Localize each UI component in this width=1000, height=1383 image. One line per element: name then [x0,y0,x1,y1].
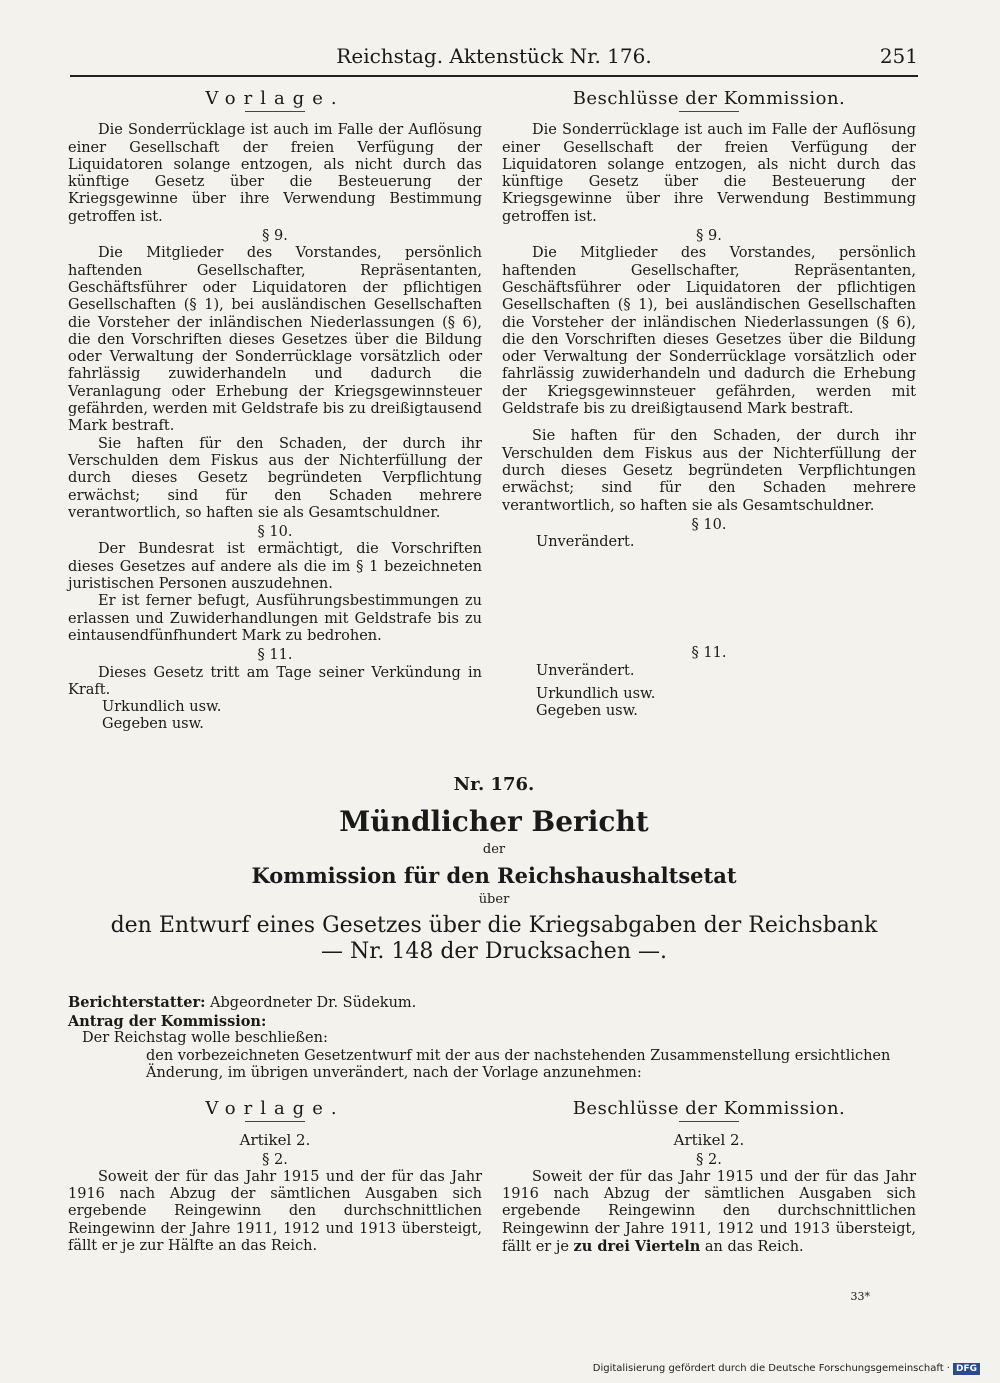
paragraph: Sie haften für den Schaden, der durch ihr Verschulden dem Fiskus aus der Nichterfüllung der durch dieses Gesetz begründeten Verpflichtung erwächst; sind für den Schaden mehrere verantwortlich, so haften sie als Gesamtschuldner. [68,435,482,521]
motion-block [68,994,918,1083]
paragraph: Dieses Gesetz tritt am Tage seiner Verkündung in Kraft. [68,664,482,698]
motion-intro: Der Reichstag wolle beschließen: [82,1030,328,1046]
top-left-column [68,90,482,734]
unchanged-note: Unverändert. [536,662,635,679]
reporter-line [68,994,918,1013]
vorlage-heading: Vorlage. [205,1098,345,1119]
page-number: 251 [879,44,918,68]
motion-label: Antrag der Kommission: [68,1012,267,1030]
footer-credit [593,1363,980,1375]
dfg-logo: DFG [953,1363,980,1375]
report-subject: den Entwurf eines Gesetzes über die Kriegsabgaben der Reichsbank — Nr. 148 der Drucksachen —. [110,913,878,964]
vorlage-heading: Vorlage. [205,88,345,109]
spacer [502,551,916,643]
paragraph: Die Mitglieder des Vorstandes, persönlich haftenden Gesellschafter, Repräsentanten, Geschäftsführer oder Liquidatoren der pflichtigen Gesellschaften (§ 1), bei ausländischen Gesellschaften die Vorsteher der inländischen Niederlassungen (§ 6), die den Vorschriften dieses Gesetzes über die Bildung oder Verwaltung der Sonderrücklage vorsätzlich oder fahrlässig zuwiderhandeln und dadurch die Erhebung der Kriegsgewinnsteuer gefährden, werden mit Geldstrafe bis zu dreißigtausend Mark bestraft. [502,245,916,418]
heading-rule [245,111,305,112]
paragraph [502,1169,916,1256]
paragraph: Soweit der für das Jahr 1915 und der für das Jahr 1916 nach Abzug der sämtlichen Ausgaben sich ergebende Reingewinn den durchschnittlichen Reingewinn der Jahre 1911, 1912 und 1913 übersteigt, fällt er je zur Hälfte an das Reich. [68,1168,482,1255]
signature-line: Urkundlich usw. [536,686,656,703]
section-9: § 9. [262,228,288,245]
paragraph: Die Mitglieder des Vorstandes, persönlich haftenden Gesellschafter, Repräsentanten, Geschäftsführer oder Liquidatoren der pflichtigen Gesellschaften (§ 1), bei ausländischen Gesellschaften die Vorsteher der inländischen Niederlassungen (§ 6), die den Vorschriften dieses Gesetzes über die Bildung oder Verwaltung der Sonderrücklage vorsätzlich oder fahrlässig zuwiderhandeln und dadurch die Veranlagung oder Erhebung der Kriegsgewinnsteuer gefährden, werden mit Geldstrafe bis zu dreißigtausend Mark bestraft. [68,245,482,435]
motion-text: den vorbezeichneten Gesetzentwurf mit der aus der nachstehenden Zusammenstellung ersichtlichen Änderung, im übrigen unverändert, nach der Vorlage anzunehmen: [146,1047,891,1081]
paragraph: Er ist ferner befugt, Ausführungsbestimmungen zu erlassen und Zuwiderhandlungen mit Geldstrafe bis zu eintausendfünfhundert Mark zu bedrohen. [68,593,482,644]
section-9: § 9. [696,228,722,245]
top-right-column [502,90,916,721]
artikel-heading: Artikel 2. [239,1131,311,1150]
section-11: § 11. [691,645,727,662]
signature-line: Urkundlich usw. [102,699,222,716]
section-10: § 10. [257,524,293,541]
paragraph: Der Bundesrat ist ermächtigt, die Vorschriften dieses Gesetzes auf andere als die im § 1 bezeichneten juristischen Personen auszudehnen. [68,541,482,593]
report-title-block [70,774,918,965]
section-10: § 10. [691,516,727,533]
beschluesse-heading: Beschlüsse der Kommission. [572,88,846,109]
bottom-right-column [502,1100,916,1256]
section-11: § 11. [257,647,293,664]
unchanged-note: Unverändert. [536,534,635,551]
paragraph: Die Sonderrücklage ist auch im Falle der Auflösung einer Gesellschaft der freien Verfügung der Liquidatoren solange entzogen, als nicht durch das künftige Gesetz über die Besteuerung der Kriegsgewinne über ihre Verwendung Bestimmung getroffen ist. [502,122,916,225]
connector-ueber: über [478,892,510,907]
section-2: § 2. [262,1151,288,1168]
page-header [70,44,918,74]
heading-rule [679,1121,739,1122]
header-rule [70,75,918,77]
paragraph-text: Soweit der für das Jahr 1915 und der für das Jahr 1916 nach Abzug der sämtlichen Ausgaben sich ergebende Reingewinn den durchschnittlichen Reingewinn der Jahre 1911, 1912 und 1913 übersteigt, fällt er je [502,1168,916,1256]
running-title: Reichstag. Aktenstück Nr. 176. [336,44,652,68]
artikel-heading: Artikel 2. [673,1131,745,1150]
paragraph: Sie haften für den Schaden, der durch ihr Verschulden dem Fiskus aus der Nichterfüllung der durch dieses Gesetz begründeten Verpflichtungen erwächst; sind für den Schaden mehrere verantwortlich, so haften sie als Gesamtschuldner. [502,428,916,514]
commission-name: Kommission für den Reichshaushaltsetat [251,863,737,888]
signature-mark: 33* [850,1290,870,1303]
beschluesse-heading: Beschlüsse der Kommission. [572,1098,846,1119]
report-number: Nr. 176. [453,774,535,795]
bottom-left-column [68,1100,482,1255]
heading-rule [245,1121,305,1122]
paragraph-text: an das Reich. [704,1239,804,1256]
section-2: § 2. [696,1151,722,1168]
signature-line: Gegeben usw. [536,703,638,720]
reporter-name: Abgeordneter Dr. Südekum. [210,995,417,1011]
connector-der: der [482,842,506,857]
reporter-label: Berichterstatter: [68,994,206,1011]
signature-line: Gegeben usw. [102,716,204,733]
paragraph: Die Sonderrücklage ist auch im Falle der Auflösung einer Gesellschaft der freien Verfügung der Liquidatoren solange entzogen, als nicht durch das künftige Gesetz über die Besteuerung der Kriegsgewinne über ihre Verwendung Bestimmung getroffen ist. [68,122,482,225]
footer-text: Digitalisierung gefördert durch die Deutsche Forschungsgemeinschaft · [592,1363,950,1374]
report-title: Mündlicher Bericht [339,805,649,838]
emphasis-text: zu drei Vierteln [573,1238,701,1256]
heading-rule [679,111,739,112]
